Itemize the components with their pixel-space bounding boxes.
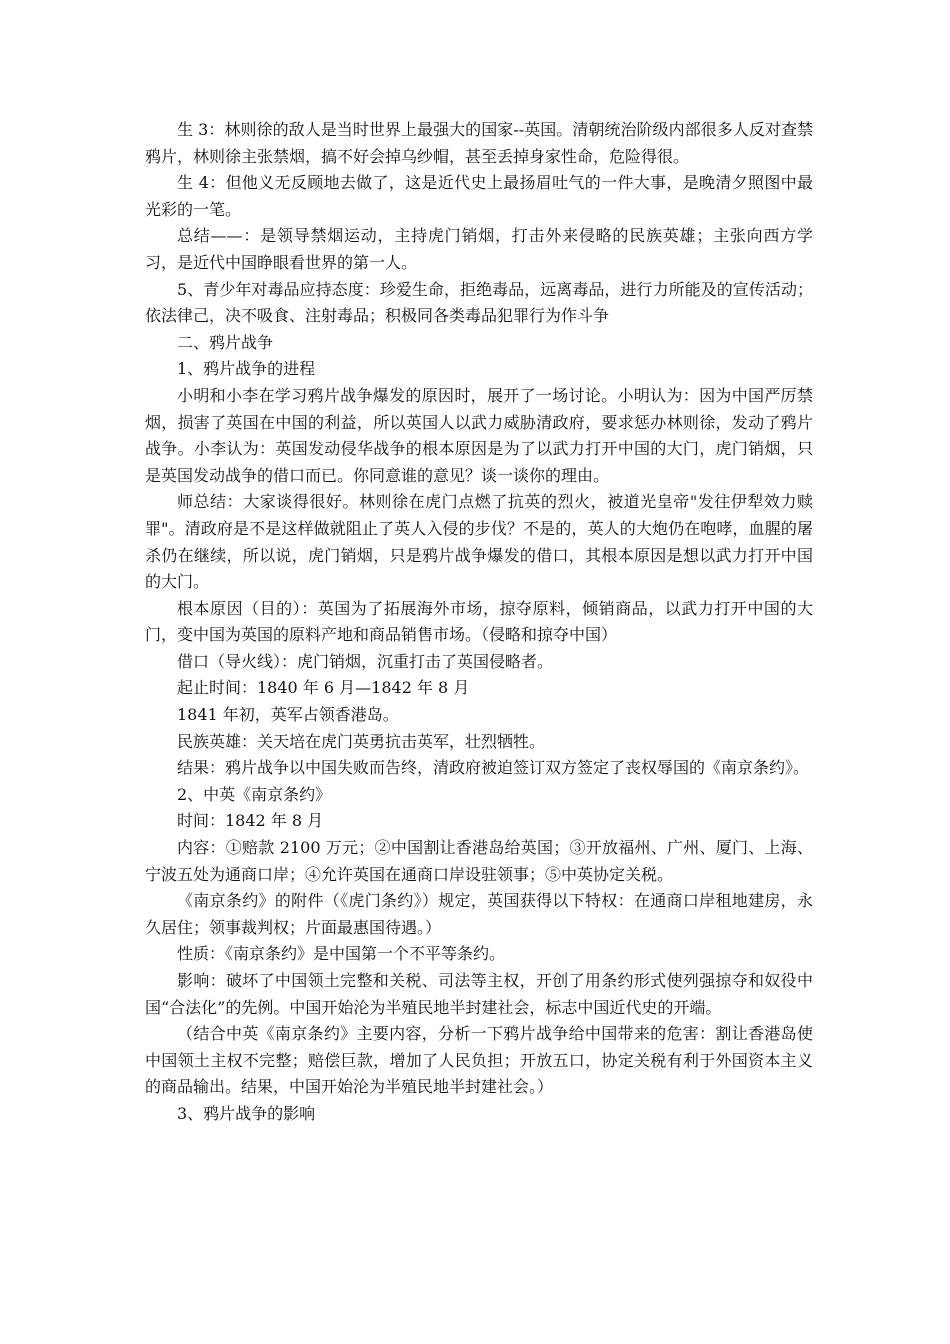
- paragraph: 5、青少年对毒品应持态度：珍爱生命，拒绝毒品，远离毒品，进行力所能及的宣传活动；依法律己，决不吸食、注射毒品；积极同各类毒品犯罪行为作斗争: [145, 279, 813, 326]
- paragraph: 性质：《南京条约》是中国第一个不平等条约。: [177, 944, 506, 964]
- subsection-heading: 3、鸦片战争的影响: [177, 1103, 316, 1123]
- paragraph: （结合中英《南京条约》主要内容，分析一下鸦片战争给中国带来的危害：割让香港岛使中国领土主权不完整；赔偿巨款，增加了人民负担；开放五口，协定关税有利于外国资本主义的商品输出。结果，中国开始沦为半殖民地半封建社会。）: [145, 1024, 813, 1097]
- paragraph: 生 4：但他义无反顾地去做了，这是近代史上最扬眉吐气的一件大事，是晚清夕照图中最光彩的一笔。: [145, 173, 813, 219]
- paragraph: 总结——：是领导禁烟运动，主持虎门销烟，打击外来侵略的民族英雄；主张向西方学习，是近代中国睁眼看世界的第一人。: [145, 226, 813, 272]
- paragraph: 内容：①赔款 2100 万元；②中国割让香港岛给英国；③开放福州、广州、厦门、上海、宁波五处为通商口岸；④允许英国在通商口岸设驻领事；⑤中英协定关税。: [145, 838, 813, 884]
- paragraph: 时间：1842 年 8 月: [177, 811, 324, 831]
- paragraph: 师总结：大家谈得很好。林则徐在虎门点燃了抗英的烈火，被道光皇帝"发往伊犁效力赎罪"。清政府是不是这样做就阻止了英人入侵的步伐？不是的，英人的大炮仍在咆哮，血腥的屠杀仍在继续，所以说，虎门销烟，只是鸦片战争爆发的借口，其根本原因是想以武力打开中国的大门。: [145, 492, 813, 592]
- paragraph: 民族英雄：关天培在虎门英勇抗击英军，壮烈牺牲。: [177, 731, 546, 751]
- paragraph: 起止时间：1840 年 6 月—1842 年 8 月: [177, 678, 470, 698]
- section-heading: 二、鸦片战争: [177, 332, 274, 352]
- paragraph: 1841 年初，英军占领香港岛。: [177, 705, 399, 725]
- paragraph: 小明和小李在学习鸦片战争爆发的原因时，展开了一场讨论。小明认为：因为中国严厉禁烟，损害了英国在中国的利益，所以英国人以武力威胁清政府，要求惩办林则徐，发动了鸦片战争。小李认为：英国发动侵华战争的根本原因是为了以武力打开中国的大门，虎门销烟，只是英国发动战争的借口而已。你同意谁的意见？谈一谈你的理由。: [145, 385, 813, 485]
- paragraph: 借口（导火线）：虎门销烟，沉重打击了英国侵略者。: [177, 651, 554, 671]
- paragraph: 影响：破坏了中国领土完整和关税、司法等主权，开创了用条约形式使列强掠夺和奴役中国“合法化”的先例。中国开始沦为半殖民地半封建社会，标志中国近代史的开端。: [145, 971, 813, 1017]
- subsection-heading: 2、中英《南京条约》: [177, 784, 332, 804]
- paragraph: 根本原因（目的）：英国为了拓展海外市场，掠夺原料，倾销商品，以武力打开中国的大门，变中国为英国的原料产地和商品销售市场。（侵略和掠夺中国）: [145, 598, 813, 645]
- subsection-heading: 1、鸦片战争的进程: [177, 359, 316, 379]
- paragraph: 《南京条约》的附件（《虎门条约》）规定，英国获得以下特权：在通商口岸租地建房，永久居住；领事裁判权；片面最惠国待遇。）: [145, 891, 813, 937]
- paragraph: 结果：鸦片战争以中国失败而告终，清政府被迫签订双方签定了丧权辱国的《南京条约》。: [177, 758, 810, 778]
- paragraph: 生 3：林则徐的敌人是当时世界上最强大的国家--英国。清朝统治阶级内部很多人反对查禁鸦片，林则徐主张禁烟，搞不好会掉乌纱帽，甚至丢掉身家性命，危险得很。: [145, 120, 813, 166]
- document-body: [145, 117, 813, 1128]
